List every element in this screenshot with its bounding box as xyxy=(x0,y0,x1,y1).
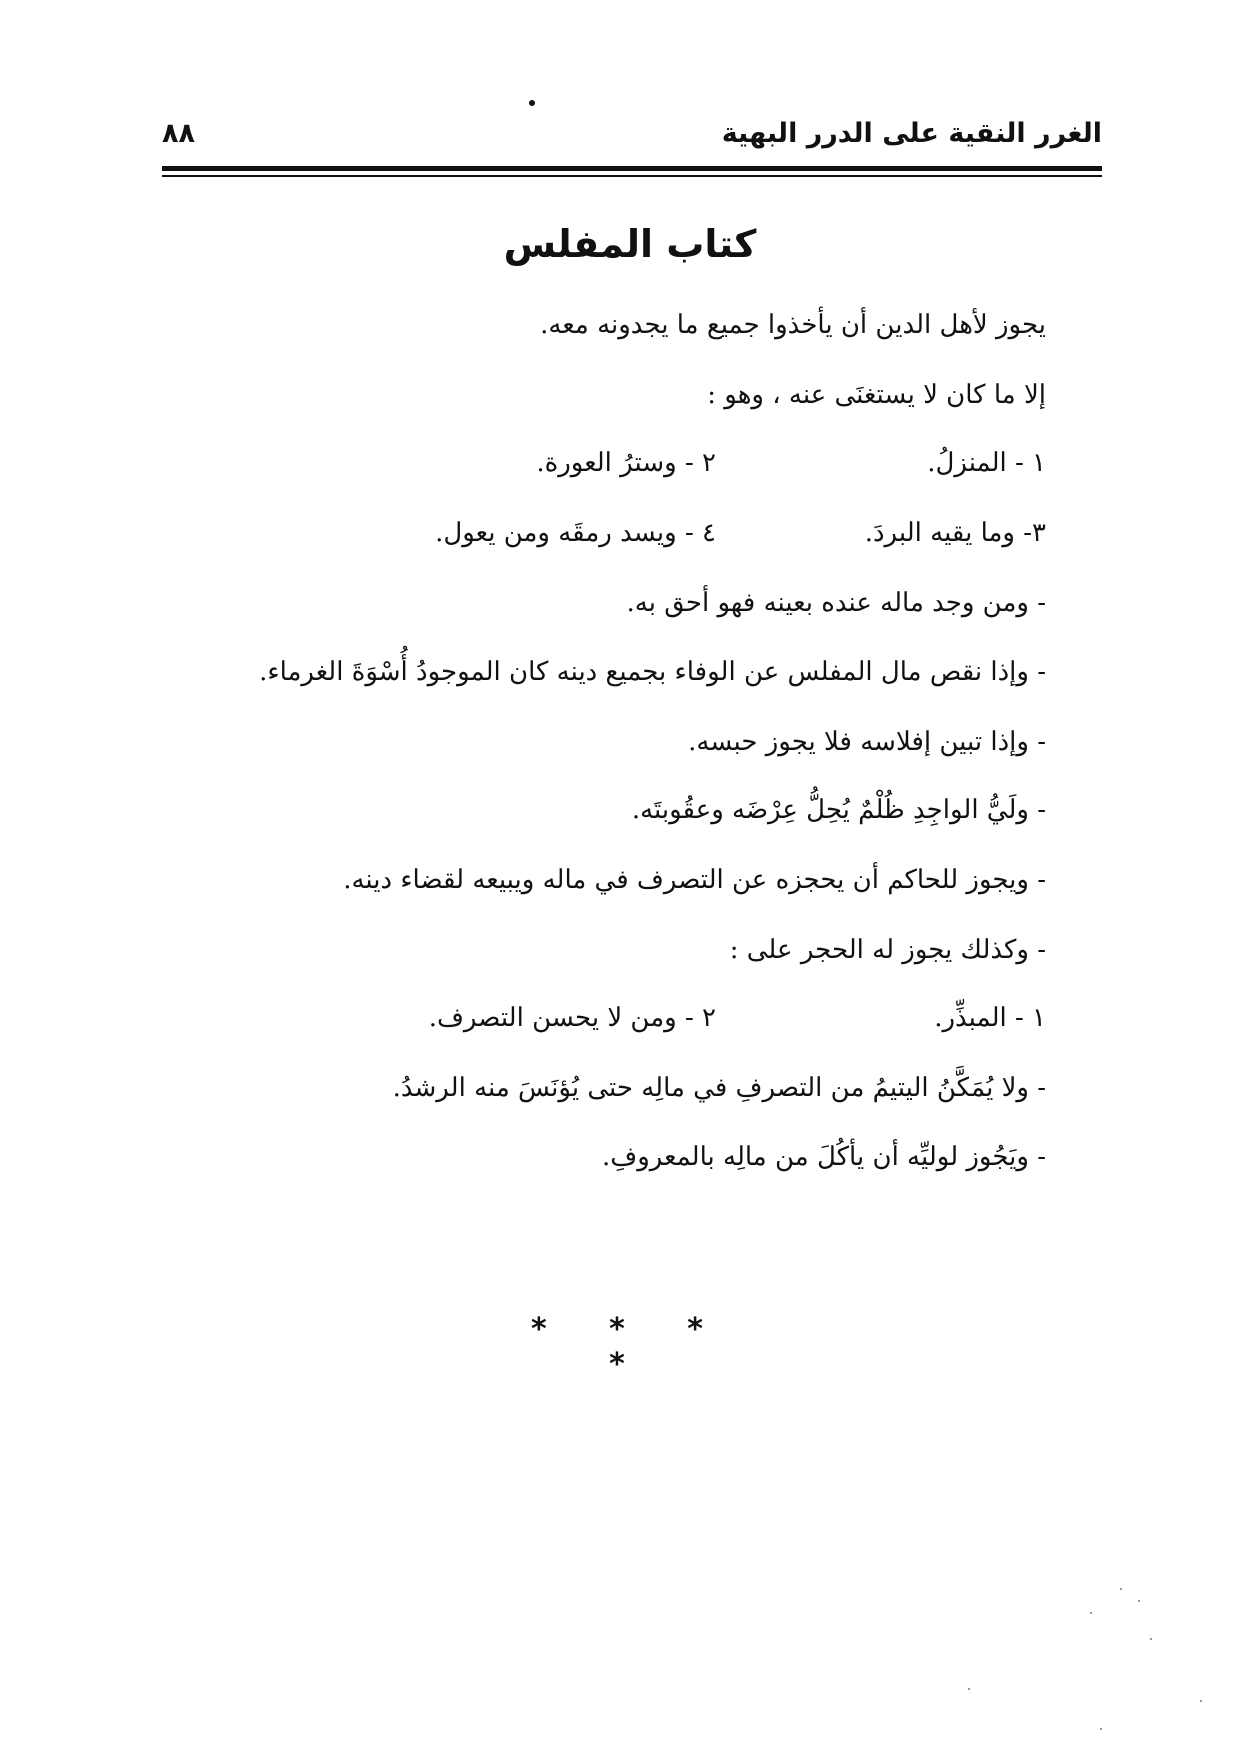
intro-line: يجوز لأهل الدين أن يأخذوا جميع ما يجدونه معه. xyxy=(540,310,1046,340)
book-title: الغرر النقية على الدرر البهية xyxy=(721,118,1102,149)
header-rule-thin xyxy=(162,175,1102,177)
chapter-title: كتاب المفلس xyxy=(503,222,757,266)
scan-speck xyxy=(1200,1700,1202,1702)
scan-speck xyxy=(1100,1728,1102,1730)
list-item: ١ - المبذِّر. xyxy=(934,1003,1046,1033)
rule-line: - وكذلك يجوز له الحجر على : xyxy=(729,935,1046,965)
list-item: ١ - المنزلُ. xyxy=(927,448,1046,478)
page-number: ٨٨ xyxy=(162,118,195,149)
section-separator: * * * * xyxy=(531,1312,729,1382)
rule-line: - ولَيُّ الواجِدِ ظُلْمٌ يُحِلُّ عِرْضَه وعقُوبتَه. xyxy=(631,795,1046,825)
rule-line: - وإذا نقص مال المفلس عن الوفاء بجميع دينه كان الموجودُ أُسْوَةَ الغرماء. xyxy=(259,657,1046,687)
header-dot xyxy=(529,100,535,106)
list-item: ٣- وما يقيه البردَ. xyxy=(864,518,1046,548)
scan-speck xyxy=(1138,1600,1140,1602)
rule-line: - ويَجُوز لوليِّه أن يأكُلَ من مالِه بالمعروفِ. xyxy=(601,1142,1046,1172)
exception-line: إلا ما كان لا يستغنَى عنه ، وهو : xyxy=(707,380,1046,410)
scan-speck xyxy=(1090,1612,1092,1614)
scan-speck xyxy=(1150,1638,1152,1640)
list-item: ٢ - وسترُ العورة. xyxy=(536,448,716,478)
list-item: ٢ - ومن لا يحسن التصرف. xyxy=(428,1003,716,1033)
rule-line: - ومن وجد ماله عنده بعينه فهو أحق به. xyxy=(626,588,1046,618)
running-header xyxy=(162,118,1102,158)
scan-speck xyxy=(968,1688,970,1690)
list-item: ٤ - ويسد رمقَه ومن يعول. xyxy=(435,518,716,548)
rule-line: - ويجوز للحاكم أن يحجزه عن التصرف في ماله ويبيعه لقضاء دينه. xyxy=(343,865,1046,895)
rule-line: - وإذا تبين إفلاسه فلا يجوز حبسه. xyxy=(688,727,1046,757)
scan-speck xyxy=(1120,1588,1122,1590)
header-rule-thick xyxy=(162,166,1102,171)
rule-line: - ولا يُمَكَّنُ اليتيمُ من التصرفِ في مالِه حتى يُؤنَسَ منه الرشدُ. xyxy=(392,1073,1046,1103)
